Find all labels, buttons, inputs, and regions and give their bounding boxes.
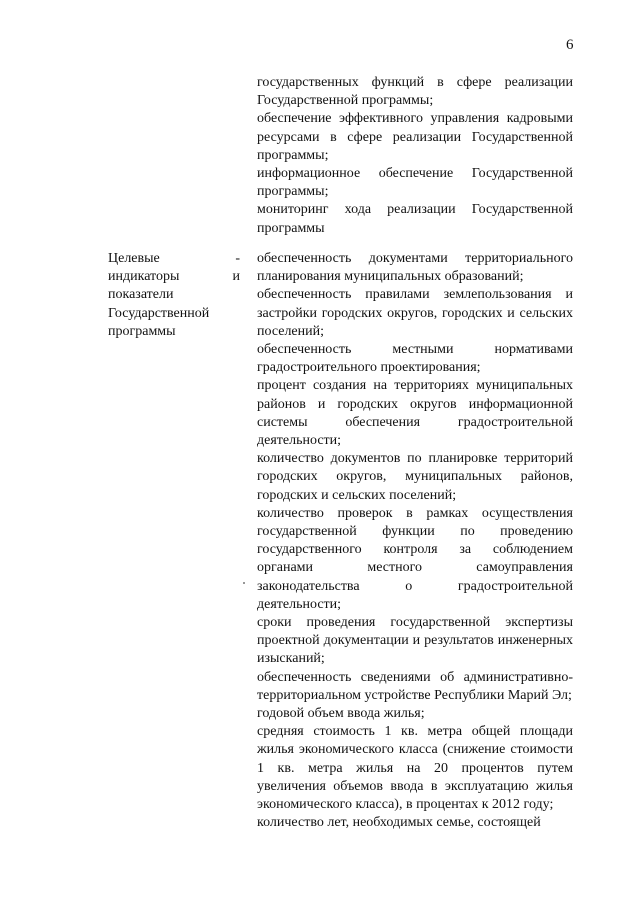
label-word: Целевые — [108, 251, 160, 266]
section-label — [108, 250, 240, 341]
label-word: показатели — [108, 287, 174, 303]
label-line — [108, 250, 240, 268]
scan-dot — [243, 582, 245, 584]
indicator-item: количество документов по планировке территорий городских округов, муниципальных районов, городских и сельских поселений; — [257, 451, 573, 503]
label-dash: - — [235, 251, 240, 266]
indicator-item: обеспеченность местными нормативами градостроительного проектирования; — [257, 342, 573, 376]
indicator-item: количество лет, необходимых семье, состоящей — [257, 815, 541, 831]
indicator-item: процент создания на территориях муниципальных районов и городских округов информационной системы обеспечения градостроительной деятельности; — [257, 378, 573, 449]
label-line — [108, 323, 240, 341]
indicator-item: обеспеченность документами территориального планирования муниципальных образований; — [257, 251, 573, 285]
label-word: индикаторы — [108, 269, 180, 285]
task-item: государственных функций в сфере реализации Государственной программы; — [257, 75, 573, 109]
label-line — [108, 305, 240, 323]
indicator-item: средняя стоимость 1 кв. метра общей площади жилья экономического класса (снижение стоимости 1 кв. метра жилья на 20 процентов путем увеличения объемов ввода в эксплуатацию жилья экономического класса), в процентах к 2012 году; — [257, 724, 573, 813]
label-conjunction: и — [232, 269, 240, 285]
indicator-item: годовой объем ввода жилья; — [257, 706, 425, 722]
label-word: программы — [108, 323, 176, 339]
indicator-item: сроки проведения государственной экспертизы проектной документации и результатов инженерных изысканий; — [257, 615, 573, 667]
indicators-list — [257, 250, 573, 833]
task-item: мониторинг хода реализации Государственной программы — [257, 202, 573, 236]
task-item: обеспечение эффективного управления кадровыми ресурсами в сфере реализации Государственной программы; — [257, 111, 573, 163]
label-word: Государственной — [108, 305, 210, 321]
continued-tasks-list — [257, 74, 573, 238]
indicator-item: количество проверок в рамках осуществления государственной функции по проведению государственного контроля за соблюдением органами местного самоуправления законодательства о градостроительной деятельности; — [257, 505, 573, 612]
label-line — [108, 286, 240, 304]
task-item: информационное обеспечение Государственной программы; — [257, 166, 573, 200]
label-line — [108, 268, 240, 286]
page-number: 6 — [566, 37, 574, 53]
indicator-item: обеспеченность сведениями об административно-территориальном устройстве Республики Марий Эл; — [257, 669, 573, 703]
indicator-item: обеспеченность правилами землепользования и застройки городских округов, городских и сельских поселений; — [257, 287, 573, 339]
